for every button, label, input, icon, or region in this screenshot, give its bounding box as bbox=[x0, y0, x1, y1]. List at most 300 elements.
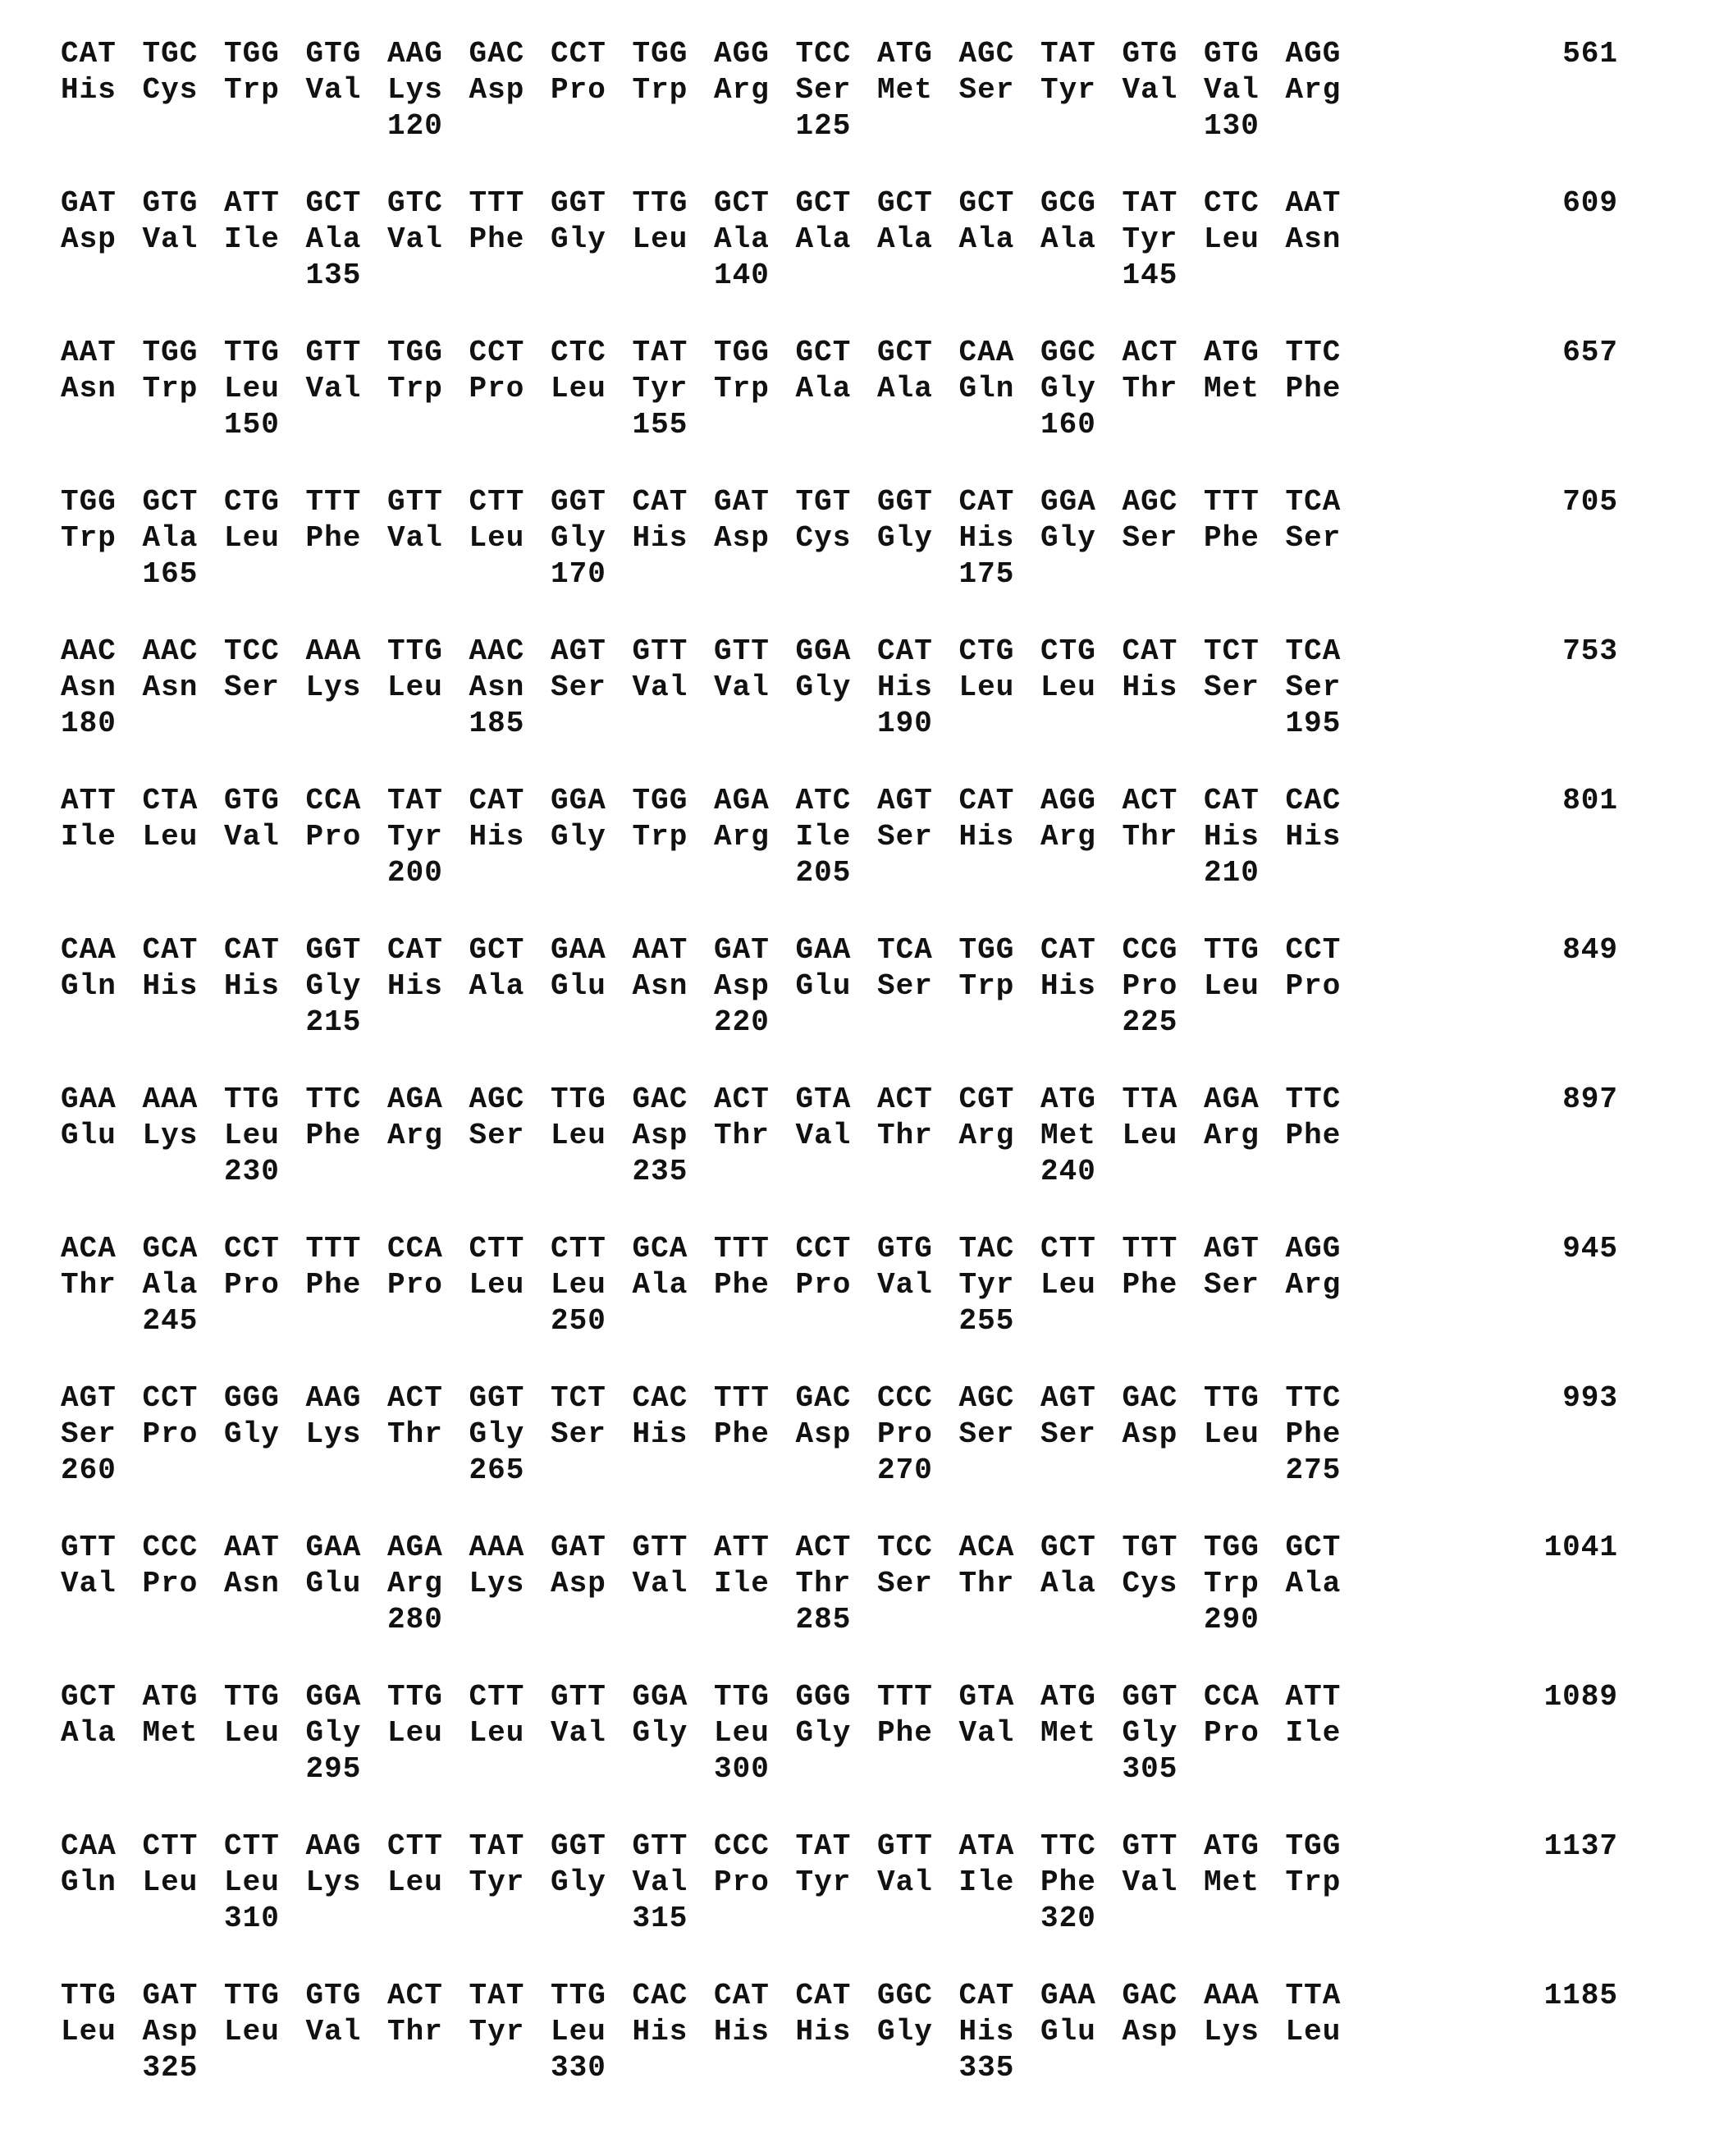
amino-acid: Pro bbox=[143, 1566, 225, 1602]
amino-acid: Ser bbox=[1123, 520, 1205, 556]
codon: GTC bbox=[387, 185, 469, 222]
codon: ATT bbox=[61, 783, 143, 819]
amino-acid: Ala bbox=[1040, 222, 1123, 258]
codon: CTT bbox=[469, 1231, 551, 1267]
codon: TTT bbox=[714, 1380, 796, 1417]
amino-acid: Leu bbox=[143, 1865, 225, 1901]
residue-number: 315 bbox=[633, 1901, 688, 1937]
residue-number: 300 bbox=[714, 1751, 770, 1788]
residue-number: 120 bbox=[387, 108, 443, 144]
codon: TGG bbox=[1286, 1829, 1368, 1865]
codon: ATG bbox=[1040, 1679, 1123, 1715]
amino-acid: Tyr bbox=[1040, 72, 1123, 108]
codon: AGT bbox=[877, 783, 959, 819]
amino-acid: Arg bbox=[1040, 819, 1123, 855]
codon: TTG bbox=[224, 1978, 306, 2014]
codon: TGG bbox=[959, 932, 1041, 968]
codon: CAA bbox=[61, 1829, 143, 1865]
codon: AGA bbox=[714, 783, 796, 819]
codon: AAT bbox=[633, 932, 715, 968]
codon: GTT bbox=[633, 1530, 715, 1566]
residue-number-line bbox=[61, 258, 1702, 294]
codon: GGT bbox=[877, 484, 959, 520]
amino-acid: Asp bbox=[714, 968, 796, 1005]
amino-acid: Gly bbox=[1040, 371, 1123, 407]
amino-acid: Leu bbox=[61, 2014, 143, 2050]
codon: ACT bbox=[796, 1530, 878, 1566]
codon: TTG bbox=[714, 1679, 796, 1715]
codon: ATG bbox=[1204, 335, 1286, 371]
residue-number: 175 bbox=[959, 556, 1015, 593]
codon: CTT bbox=[143, 1829, 225, 1865]
codon: ATC bbox=[796, 783, 878, 819]
amino-acid: Val bbox=[633, 1865, 715, 1901]
codon: GCT bbox=[306, 185, 388, 222]
residue-number: 275 bbox=[1286, 1453, 1342, 1489]
codon: GAT bbox=[551, 1530, 633, 1566]
amino-acid: Arg bbox=[959, 1118, 1041, 1154]
codon-line bbox=[61, 1978, 1702, 2014]
amino-acid: Val bbox=[224, 819, 306, 855]
codon: TGG bbox=[387, 335, 469, 371]
residue-number: 170 bbox=[551, 556, 606, 593]
residue-number-line bbox=[61, 1602, 1702, 1638]
codon: AAA bbox=[469, 1530, 551, 1566]
amino-acid: Ser bbox=[959, 72, 1041, 108]
amino-acid: Thr bbox=[959, 1566, 1041, 1602]
amino-acid: Asp bbox=[1123, 1417, 1205, 1453]
amino-acid: Ser bbox=[1204, 670, 1286, 706]
amino-acid: Phe bbox=[306, 1267, 388, 1303]
amino-acid: Ser bbox=[877, 968, 959, 1005]
amino-acid: Ile bbox=[714, 1566, 796, 1602]
codon: TCT bbox=[551, 1380, 633, 1417]
amino-acid: Lys bbox=[143, 1118, 225, 1154]
codon: TAT bbox=[387, 783, 469, 819]
amino-acid: Met bbox=[1204, 1865, 1286, 1901]
amino-acid: Tyr bbox=[633, 371, 715, 407]
amino-acid: Gly bbox=[1123, 1715, 1205, 1751]
codon: AAA bbox=[143, 1082, 225, 1118]
amino-acid-line bbox=[61, 222, 1702, 258]
amino-acid: Trp bbox=[633, 72, 715, 108]
residue-number: 135 bbox=[306, 258, 362, 294]
codon: TCA bbox=[877, 932, 959, 968]
amino-acid: Leu bbox=[959, 670, 1041, 706]
codon: GTG bbox=[224, 783, 306, 819]
residue-number: 240 bbox=[1040, 1154, 1096, 1190]
residue-number: 225 bbox=[1123, 1005, 1178, 1041]
amino-acid: Ile bbox=[61, 819, 143, 855]
codon: ATG bbox=[1204, 1829, 1286, 1865]
codon: TGG bbox=[1204, 1530, 1286, 1566]
codon: CAT bbox=[387, 932, 469, 968]
amino-acid: Ala bbox=[61, 1715, 143, 1751]
amino-acid: Phe bbox=[714, 1267, 796, 1303]
amino-acid: Ala bbox=[959, 222, 1041, 258]
amino-acid: Leu bbox=[387, 1865, 469, 1901]
amino-acid: Asp bbox=[143, 2014, 225, 2050]
codon: AGC bbox=[959, 36, 1041, 72]
amino-acid: Leu bbox=[1040, 1267, 1123, 1303]
amino-acid: Phe bbox=[1286, 1417, 1368, 1453]
amino-acid: Pro bbox=[143, 1417, 225, 1453]
amino-acid: Met bbox=[1204, 371, 1286, 407]
amino-acid: His bbox=[469, 819, 551, 855]
amino-acid: Pro bbox=[877, 1417, 959, 1453]
amino-acid: Val bbox=[633, 1566, 715, 1602]
residue-number-line bbox=[61, 2050, 1702, 2086]
amino-acid: Ile bbox=[796, 819, 878, 855]
sequence-block bbox=[61, 1380, 1702, 1530]
residue-number: 140 bbox=[714, 258, 770, 294]
residue-number: 130 bbox=[1204, 108, 1260, 144]
codon: GGT bbox=[469, 1380, 551, 1417]
amino-acid: Ala bbox=[796, 371, 878, 407]
codon: TTG bbox=[1204, 1380, 1286, 1417]
codon: TGG bbox=[714, 335, 796, 371]
amino-acid: His bbox=[633, 2014, 715, 2050]
amino-acid-line bbox=[61, 1118, 1702, 1154]
codon: GTG bbox=[1123, 36, 1205, 72]
amino-acid: Trp bbox=[387, 371, 469, 407]
codon: CTT bbox=[387, 1829, 469, 1865]
codon: TTG bbox=[551, 1978, 633, 2014]
amino-acid: Ala bbox=[877, 222, 959, 258]
codon-line bbox=[61, 335, 1702, 371]
amino-acid: Ile bbox=[224, 222, 306, 258]
amino-acid: His bbox=[714, 2014, 796, 2050]
codon: CAT bbox=[959, 1978, 1041, 2014]
codon: TTT bbox=[714, 1231, 796, 1267]
amino-acid: Val bbox=[714, 670, 796, 706]
amino-acid: Cys bbox=[143, 72, 225, 108]
amino-acid: Asp bbox=[469, 72, 551, 108]
codon: GCT bbox=[714, 185, 796, 222]
codon: CAT bbox=[469, 783, 551, 819]
amino-acid: Leu bbox=[469, 520, 551, 556]
codon: GAT bbox=[143, 1978, 225, 2014]
codon: CAT bbox=[1040, 932, 1123, 968]
amino-acid: Lys bbox=[1204, 2014, 1286, 2050]
codon: ATT bbox=[224, 185, 306, 222]
amino-acid: Pro bbox=[306, 819, 388, 855]
codon: GCT bbox=[469, 932, 551, 968]
amino-acid: Ser bbox=[1040, 1417, 1123, 1453]
residue-number: 255 bbox=[959, 1303, 1015, 1339]
amino-acid: Ala bbox=[1286, 1566, 1368, 1602]
codon: GTG bbox=[1204, 36, 1286, 72]
codon: GGC bbox=[877, 1978, 959, 2014]
amino-acid: Leu bbox=[224, 1715, 306, 1751]
codon: ACT bbox=[877, 1082, 959, 1118]
codon: TGG bbox=[633, 783, 715, 819]
amino-acid: His bbox=[143, 968, 225, 1005]
amino-acid: Leu bbox=[1204, 968, 1286, 1005]
codon: ATG bbox=[877, 36, 959, 72]
codon: AGT bbox=[551, 634, 633, 670]
codon: TAT bbox=[469, 1978, 551, 2014]
codon: GTG bbox=[306, 36, 388, 72]
codon: GCT bbox=[877, 335, 959, 371]
amino-acid: Gly bbox=[306, 968, 388, 1005]
codon: GAC bbox=[633, 1082, 715, 1118]
amino-acid: Asn bbox=[61, 371, 143, 407]
amino-acid: Phe bbox=[1040, 1865, 1123, 1901]
residue-number-line bbox=[61, 108, 1702, 144]
residue-number: 205 bbox=[796, 855, 852, 891]
residue-number: 145 bbox=[1123, 258, 1178, 294]
amino-acid: Phe bbox=[714, 1417, 796, 1453]
nucleotide-position: 705 bbox=[61, 484, 1618, 520]
amino-acid: Gln bbox=[61, 1865, 143, 1901]
nucleotide-position: 753 bbox=[61, 634, 1618, 670]
amino-acid: Lys bbox=[306, 1417, 388, 1453]
codon: GAC bbox=[1123, 1978, 1205, 2014]
codon: TGG bbox=[224, 36, 306, 72]
amino-acid: Arg bbox=[714, 72, 796, 108]
codon: TGG bbox=[61, 484, 143, 520]
amino-acid: Leu bbox=[387, 670, 469, 706]
amino-acid: Val bbox=[796, 1118, 878, 1154]
codon: CAT bbox=[959, 783, 1041, 819]
codon-line bbox=[61, 634, 1702, 670]
codon: TGC bbox=[143, 36, 225, 72]
codon: CTT bbox=[469, 1679, 551, 1715]
codon: CAT bbox=[877, 634, 959, 670]
residue-number: 200 bbox=[387, 855, 443, 891]
codon: GAA bbox=[1040, 1978, 1123, 2014]
amino-acid: Tyr bbox=[387, 819, 469, 855]
amino-acid: Tyr bbox=[959, 1267, 1041, 1303]
amino-acid: Glu bbox=[61, 1118, 143, 1154]
residue-number: 295 bbox=[306, 1751, 362, 1788]
amino-acid: Val bbox=[387, 520, 469, 556]
amino-acid: Asp bbox=[61, 222, 143, 258]
codon: TTG bbox=[387, 634, 469, 670]
amino-acid: Glu bbox=[796, 968, 878, 1005]
sequence-listing bbox=[61, 36, 1702, 2127]
amino-acid: Arg bbox=[1286, 1267, 1368, 1303]
sequence-block bbox=[61, 1082, 1702, 1231]
codon: TCC bbox=[224, 634, 306, 670]
amino-acid: Ser bbox=[551, 670, 633, 706]
codon: GGA bbox=[306, 1679, 388, 1715]
residue-number-line bbox=[61, 407, 1702, 443]
codon: ACA bbox=[959, 1530, 1041, 1566]
codon: TTT bbox=[306, 484, 388, 520]
codon-line bbox=[61, 1082, 1702, 1118]
codon: CCG bbox=[1123, 932, 1205, 968]
amino-acid: Thr bbox=[387, 1417, 469, 1453]
codon: CAT bbox=[1123, 634, 1205, 670]
codon-line bbox=[61, 1231, 1702, 1267]
amino-acid: Met bbox=[1040, 1118, 1123, 1154]
amino-acid: Phe bbox=[1286, 1118, 1368, 1154]
amino-acid: Val bbox=[551, 1715, 633, 1751]
codon: ATG bbox=[1040, 1082, 1123, 1118]
amino-acid: His bbox=[1040, 968, 1123, 1005]
codon: CAC bbox=[633, 1380, 715, 1417]
codon: GGT bbox=[551, 484, 633, 520]
amino-acid: Ser bbox=[551, 1417, 633, 1453]
codon: CTG bbox=[224, 484, 306, 520]
amino-acid: Leu bbox=[143, 819, 225, 855]
codon: ACT bbox=[387, 1380, 469, 1417]
amino-acid-line bbox=[61, 2014, 1702, 2050]
amino-acid: Ser bbox=[224, 670, 306, 706]
nucleotide-position: 849 bbox=[61, 932, 1618, 968]
codon: CAA bbox=[959, 335, 1041, 371]
amino-acid: Thr bbox=[61, 1267, 143, 1303]
codon: ACA bbox=[61, 1231, 143, 1267]
codon: CAT bbox=[143, 932, 225, 968]
codon: GCT bbox=[1286, 1530, 1368, 1566]
nucleotide-position: 1089 bbox=[61, 1679, 1618, 1715]
codon: GTT bbox=[61, 1530, 143, 1566]
codon: TTT bbox=[1204, 484, 1286, 520]
codon: TTA bbox=[1286, 1978, 1368, 2014]
amino-acid: Gly bbox=[877, 2014, 959, 2050]
amino-acid-line bbox=[61, 1417, 1702, 1453]
sequence-block bbox=[61, 932, 1702, 1082]
codon: ATT bbox=[1286, 1679, 1368, 1715]
amino-acid: Val bbox=[306, 371, 388, 407]
codon: TTG bbox=[387, 1679, 469, 1715]
amino-acid: Ser bbox=[1286, 520, 1368, 556]
codon: ACT bbox=[714, 1082, 796, 1118]
amino-acid: Trp bbox=[143, 371, 225, 407]
codon: CCA bbox=[306, 783, 388, 819]
amino-acid: Leu bbox=[224, 2014, 306, 2050]
amino-acid: Lys bbox=[306, 670, 388, 706]
amino-acid: Pro bbox=[469, 371, 551, 407]
codon: CCC bbox=[143, 1530, 225, 1566]
residue-number: 265 bbox=[469, 1453, 525, 1489]
codon: AAC bbox=[61, 634, 143, 670]
codon: GGA bbox=[551, 783, 633, 819]
residue-number-line bbox=[61, 1751, 1702, 1788]
amino-acid-line bbox=[61, 968, 1702, 1005]
amino-acid: Asn bbox=[143, 670, 225, 706]
codon: GGT bbox=[306, 932, 388, 968]
amino-acid: Met bbox=[877, 72, 959, 108]
codon: GCT bbox=[959, 185, 1041, 222]
codon: GTG bbox=[877, 1231, 959, 1267]
amino-acid: Lys bbox=[469, 1566, 551, 1602]
amino-acid: Ala bbox=[633, 1267, 715, 1303]
sequence-block bbox=[61, 335, 1702, 484]
codon: GTT bbox=[633, 634, 715, 670]
codon: ATA bbox=[959, 1829, 1041, 1865]
amino-acid: Tyr bbox=[796, 1865, 878, 1901]
codon: ATT bbox=[714, 1530, 796, 1566]
codon: TTC bbox=[1286, 335, 1368, 371]
amino-acid: His bbox=[1123, 670, 1205, 706]
amino-acid: Ser bbox=[796, 72, 878, 108]
codon: AGG bbox=[1286, 1231, 1368, 1267]
codon: AAG bbox=[306, 1380, 388, 1417]
codon: TCC bbox=[877, 1530, 959, 1566]
codon: AGG bbox=[714, 36, 796, 72]
codon: CTT bbox=[224, 1829, 306, 1865]
codon: CCT bbox=[551, 36, 633, 72]
codon: TTG bbox=[1204, 932, 1286, 968]
codon-line bbox=[61, 36, 1702, 72]
residue-number: 185 bbox=[469, 706, 525, 742]
amino-acid-line bbox=[61, 1267, 1702, 1303]
amino-acid: Ser bbox=[1286, 670, 1368, 706]
nucleotide-position: 801 bbox=[61, 783, 1618, 819]
codon: GGG bbox=[224, 1380, 306, 1417]
amino-acid: Ser bbox=[1204, 1267, 1286, 1303]
residue-number: 125 bbox=[796, 108, 852, 144]
amino-acid: Thr bbox=[877, 1118, 959, 1154]
residue-number: 210 bbox=[1204, 855, 1260, 891]
residue-number: 325 bbox=[143, 2050, 199, 2086]
codon: CAT bbox=[224, 932, 306, 968]
codon: GTT bbox=[551, 1679, 633, 1715]
amino-acid: Thr bbox=[1123, 819, 1205, 855]
amino-acid: Met bbox=[143, 1715, 225, 1751]
amino-acid: Val bbox=[306, 2014, 388, 2050]
codon: AGC bbox=[1123, 484, 1205, 520]
amino-acid: Lys bbox=[306, 1865, 388, 1901]
amino-acid: Phe bbox=[1286, 371, 1368, 407]
codon-line bbox=[61, 783, 1702, 819]
amino-acid: Ala bbox=[796, 222, 878, 258]
amino-acid: Leu bbox=[1040, 670, 1123, 706]
codon-line bbox=[61, 484, 1702, 520]
codon: AAG bbox=[387, 36, 469, 72]
amino-acid: Trp bbox=[61, 520, 143, 556]
codon: TCA bbox=[1286, 484, 1368, 520]
amino-acid: Phe bbox=[877, 1715, 959, 1751]
amino-acid: Asn bbox=[633, 968, 715, 1005]
codon: GTT bbox=[387, 484, 469, 520]
codon: CAT bbox=[1204, 783, 1286, 819]
residue-number: 280 bbox=[387, 1602, 443, 1638]
codon: TAT bbox=[1040, 36, 1123, 72]
residue-number: 245 bbox=[143, 1303, 199, 1339]
amino-acid: Glu bbox=[1040, 2014, 1123, 2050]
residue-number-line bbox=[61, 706, 1702, 742]
amino-acid: Tyr bbox=[1123, 222, 1205, 258]
residue-number: 235 bbox=[633, 1154, 688, 1190]
codon: AAA bbox=[306, 634, 388, 670]
codon: TTG bbox=[633, 185, 715, 222]
amino-acid: Leu bbox=[224, 1865, 306, 1901]
sequence-block bbox=[61, 36, 1702, 185]
residue-number: 150 bbox=[224, 407, 280, 443]
amino-acid: Ser bbox=[959, 1417, 1041, 1453]
codon: CTG bbox=[1040, 634, 1123, 670]
nucleotide-position: 657 bbox=[61, 335, 1618, 371]
codon: GAC bbox=[796, 1380, 878, 1417]
sequence-block bbox=[61, 185, 1702, 335]
codon: TTT bbox=[877, 1679, 959, 1715]
amino-acid: Ala bbox=[877, 371, 959, 407]
amino-acid: His bbox=[224, 968, 306, 1005]
nucleotide-position: 945 bbox=[61, 1231, 1618, 1267]
codon: TTC bbox=[1040, 1829, 1123, 1865]
codon: GAA bbox=[306, 1530, 388, 1566]
sequence-block bbox=[61, 1679, 1702, 1829]
amino-acid: Gln bbox=[61, 968, 143, 1005]
amino-acid: Gly bbox=[551, 222, 633, 258]
codon-line bbox=[61, 1829, 1702, 1865]
codon: TAC bbox=[959, 1231, 1041, 1267]
